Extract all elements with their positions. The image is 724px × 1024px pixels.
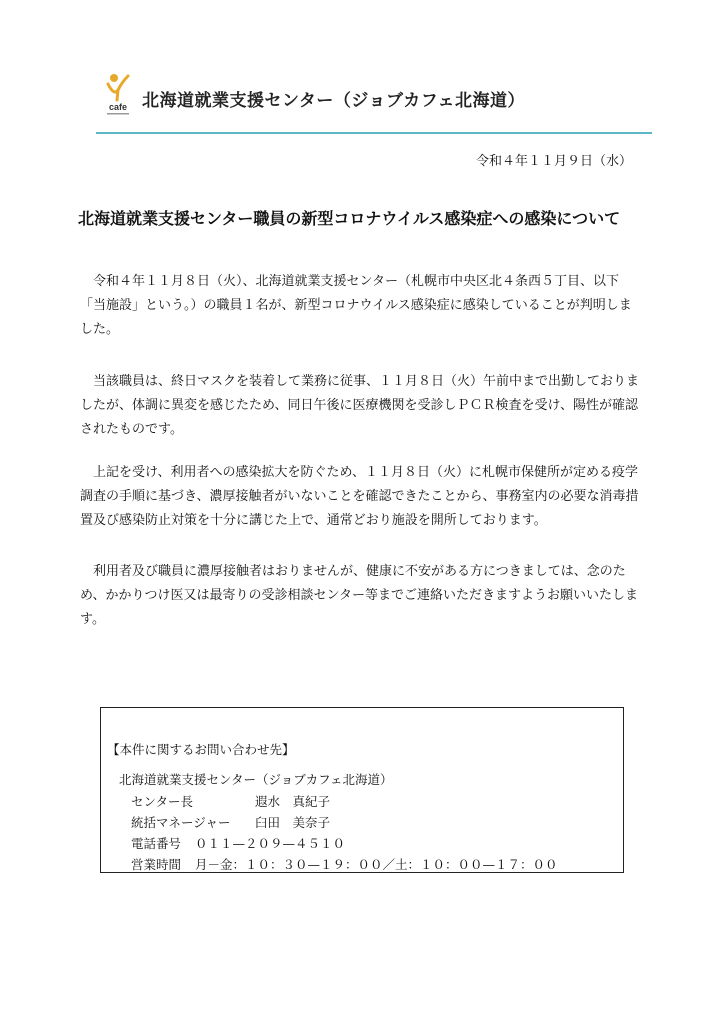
contact-org: 北海道就業支援センター（ジョブカフェ北海道） — [119, 772, 393, 787]
paragraph: 令和４年１１月８日（火）、北海道就業支援センター（札幌市中央区北４条西５丁目、以下「当施設」という。）の職員１名が、新型コロナウイルス感染症に感染していることが判明しました。 — [80, 274, 632, 337]
paragraph: 上記を受け、利用者への感染拡大を防ぐため、１１月８日（火）に札幌市保健所が定める疫学調査の手順に基づき、濃厚接触者がいないことを確認できたことから、事務室内の必要な消毒措置及び感染防止対策を十分に講じた上で、通常どおり施設を開所しております。 — [80, 465, 639, 528]
contact-row — [131, 834, 345, 852]
contact-label: 営業時間 — [131, 857, 182, 872]
contact-label: 統括マネージャー — [131, 815, 231, 830]
job-cafe-logo — [104, 72, 132, 118]
document-title: 北海道就業支援センター職員の新型コロナウイルス感染症への感染について — [78, 209, 621, 228]
contact-label: センター長 — [131, 794, 194, 809]
contact-label: 電話番号 — [131, 836, 182, 851]
contact-hours: 月－金：１０：３０—１９：００／土：１０：００—１７：００ — [195, 857, 558, 872]
header-divider — [96, 132, 652, 134]
contact-value: 臼田 美奈子 — [255, 815, 331, 830]
contact-value: 遐水 真紀子 — [255, 794, 331, 809]
paragraph: 当該職員は、終日マスクを装着して業務に従事、１１月８日（火）午前中まで出勤しておりましたが、体調に異変を感じたため、同日午後に医療機関を受診しＰＣＲ検査を受け、陽性が確認されたものです。 — [80, 374, 640, 437]
contact-row — [131, 813, 330, 831]
contact-box — [100, 707, 624, 873]
logo-text: cafe — [108, 102, 128, 112]
org-title: 北海道就業支援センター（ジョブカフェ北海道） — [142, 91, 525, 111]
contact-row — [131, 792, 330, 810]
contact-phone: ０１１—２０９—４５１０ — [195, 836, 346, 851]
header — [104, 72, 624, 122]
document-date: 令和４年１１月９日（水） — [475, 154, 632, 169]
contact-heading: 【本件に関するお問い合わせ先】 — [107, 742, 295, 757]
paragraph: 利用者及び職員に濃厚接触者はおりませんが、健康に不安がある方につきましては、念のため、かかりつけ医又は最寄りの受診相談センター等までご連絡いただきますようお願いいたします。 — [80, 564, 638, 627]
contact-row — [131, 855, 558, 873]
